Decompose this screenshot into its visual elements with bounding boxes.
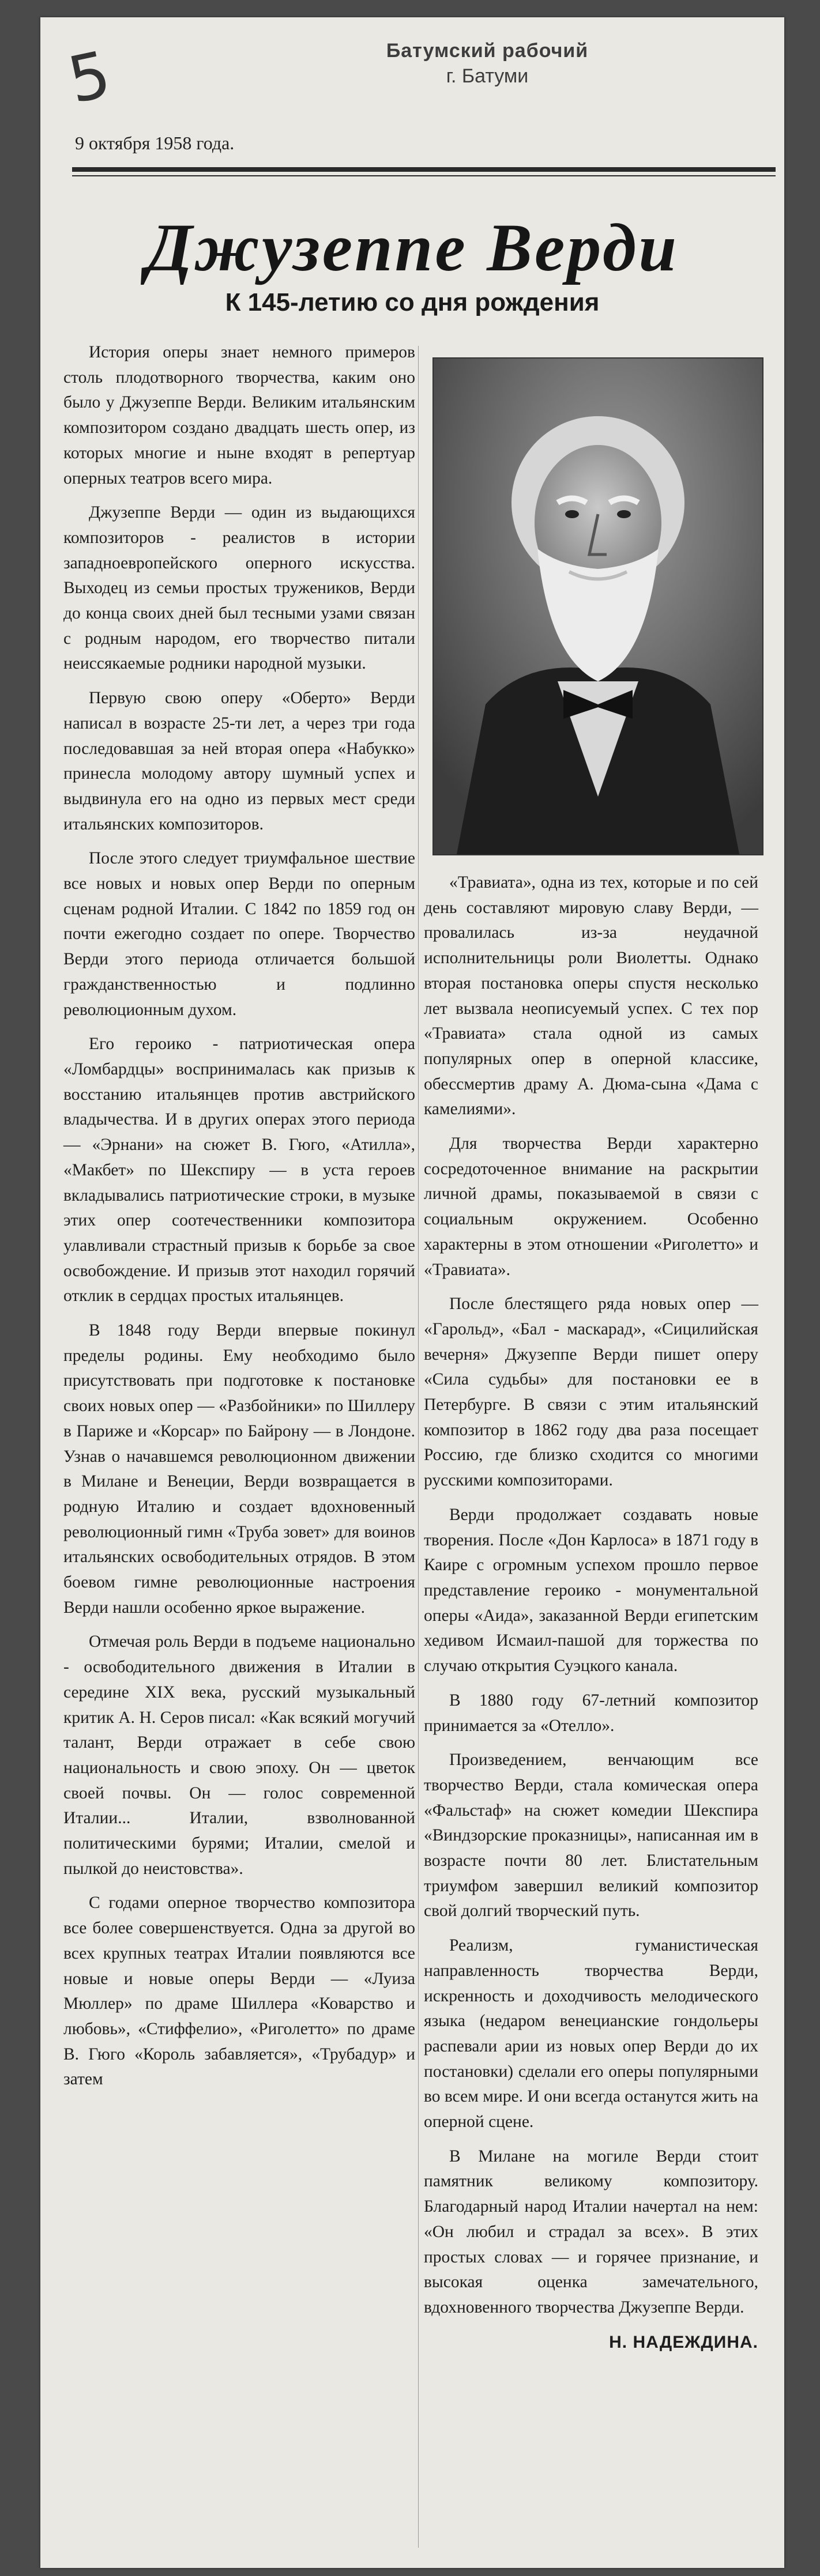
header-rule-thick: [72, 167, 776, 172]
handwritten-mark: 5: [62, 37, 117, 118]
article-paragraph: Произведением, венчающим все творчество Верди, стала комическая опера «Фальстаф» на сюжет комедии Шекспира «Виндзорские проказницы», написанная им в возрасте почти 80 лет. Блистательным триумфом завершил великий композитор свой долгий творческий путь.: [424, 1751, 758, 1921]
article-paragraph: Отмечая роль Верди в подъеме национально - освободительного движения в Италии в середине XIX века, русский музыкальный критик А. Н. Серов писал: «Как всякий могучий талант, Верди отражает в себе свою национальность и свою эпоху. Он — цветок своей почвы. Он — голос современной Италии... Италии, взволнованной политическими бурями; Италии, смелой и пылкой до неистовства».: [63, 1632, 415, 1878]
stamp-city: г. Батуми: [446, 65, 529, 87]
newspaper-clipping: [40, 17, 784, 2568]
article-paragraph: Первую свою оперу «Оберто» Верди написал в возрасте 25-ти лет, а через три года последовавшая за ней вторая опера «Набукко» принесла молодому автору шумный успех и выдвинула его на одно из первых мест среди итальянских композиторов.: [63, 689, 415, 833]
right-column: [424, 870, 758, 2355]
publication-date: 9 октября 1958 года.: [75, 133, 235, 153]
article-paragraph: В Милане на могиле Верди стоит памятник великому композитору. Благодарный народ Италии начертал на нем: «Он любил и страдал за всех». В этих простых словах — и горячее признание, и высокая оценка замечательного, вдохновенного творчества Джузеппе Верди.: [424, 2147, 758, 2317]
article-paragraph: Джузеппе Верди — один из выдающихся композиторов - реалистов в истории западноевропейского оперного искусства. Выходец из семьи простых тружеников, Верди до конца своих дней был тесными узами связан с родным народом, его творчество питали неиссякаемые родники народной музыки.: [63, 503, 415, 673]
article-paragraph: «Травиата», одна из тех, которые и по сей день составляют мировую славу Верди, — провалилась из-за неудачной исполнительницы роли Виолетты. Однако вторая постановка оперы спустя несколько лет вызвала неописуемый успех. С тех пор «Травиата» стала одной из самых популярных опер в оперной классике, обессмертив драму А. Дюма-сына «Дама с камелиями».: [424, 873, 758, 1119]
header-rule-thin: [72, 175, 776, 176]
article-paragraph: Его героико - патриотическая опера «Ломбардцы» воспринималась как призыв к восстанию итальянцев против австрийского владычества. И в других операх этого периода— «Эрнани» на сюжет В. Гюго, «Атилла», «Макбет» по Шекспиру — в уста героев вкладывались патриотические строки, в музыке этих опер соотечественники композитора улавливали страстный призыв к борьбе за свое освобождение. И призыв этот находил горячий отклик в сердцах простых итальянцев.: [63, 1035, 415, 1306]
article-paragraph: Реализм, гуманистическая направленность творчества Верди, искренность и доходчивость мелодического языка (недаром венецианские гондольеры распевали арии из новых опер Верди до их постановки) сделали его оперы популярными во всем мире. И они всегда останутся жить на оперной сцене.: [424, 1936, 758, 2132]
left-column: [63, 340, 415, 2102]
article-paragraph: С годами оперное творчество композитора все более совершенствуется. Одна за другой во всех крупных театрах Италии появляются все новые и новые оперы Верди — «Луиза Мюллер» по драме Шиллера «Коварство и любовь», «Стиффелио», «Риголетто» по драме В. Гюго «Король забавляется», «Трубадур» и затем: [63, 1894, 415, 2089]
article-title: Джузеппе Верди: [145, 210, 679, 285]
library-stamp: [360, 38, 614, 89]
article-paragraph: После этого следует триумфальное шествие все новых и новых опер Верди по оперным сценам родной Италии. С 1842 по 1859 год он почти ежегодно создает по опере. Творчество Верди этого периода отличается большой гражданственностью и подлинно революционным духом.: [63, 849, 415, 1019]
article-paragraph: В 1880 году 67-летний композитор принимается за «Отелло».: [424, 1691, 758, 1735]
stamp-newspaper-name: Батумский рабочий: [386, 40, 589, 62]
verdi-portrait: [432, 357, 763, 855]
article-paragraph: В 1848 году Верди впервые покинул пределы родины. Ему необходимо было присутствовать при подготовке к постановке своих новых опер — «Разбойники» по Шиллеру в Париже и «Корсар» по Байрону — в Лондоне. Узнав о начавшемся революционном движении в Милане и Венеции, Верди возвращается в родную Италию и создает вдохновенный революционный гимн «Труба зовет» для воинов итальянских освободительных отрядов. В этом боевом гимне революционные настроения Верди нашли особенно яркое выражение.: [63, 1321, 415, 1617]
article-paragraph: После блестящего ряда новых опер — «Гарольд», «Бал - маскарад», «Сицилийская вечерня» Джузеппе Верди пишет оперу «Сила судьбы» для постановки ее в Петербурге. В связи с этим итальянский композитор в 1862 году два раза посещает Россию, где близко сходится со многими русскими композиторами.: [424, 1295, 758, 1490]
article-paragraph: Для творчества Верди характерно сосредоточенное внимание на раскрытии личной драмы, показываемой в связи с социальным окружением. Особенно характерны в этом отношении «Риголетто» и «Травиата».: [424, 1134, 758, 1279]
article-paragraph: Верди продолжает создавать новые творения. После «Дон Карлоса» в 1871 году в Каире с огромным успехом прошло первое представление героико - монументальной оперы «Аида», заказанной Верди египетским хедивом Исмаил-пашой для торжества по случаю открытия Суэцкого канала.: [424, 1505, 758, 1676]
column-divider: [418, 346, 419, 2548]
article-paragraph: История оперы знает немного примеров столь плодотворного творчества, каким оно было у Джузеппе Верди. Великим итальянским композитором создано двадцать шесть опер, из которых многие и ныне входят в репертуар оперных театров всего мира.: [63, 343, 415, 488]
article-author: Н. НАДЕЖДИНА.: [609, 2332, 758, 2352]
verdi-portrait-icon: [434, 359, 762, 854]
article-subtitle: К 145-летию со дня рождения: [225, 288, 600, 316]
